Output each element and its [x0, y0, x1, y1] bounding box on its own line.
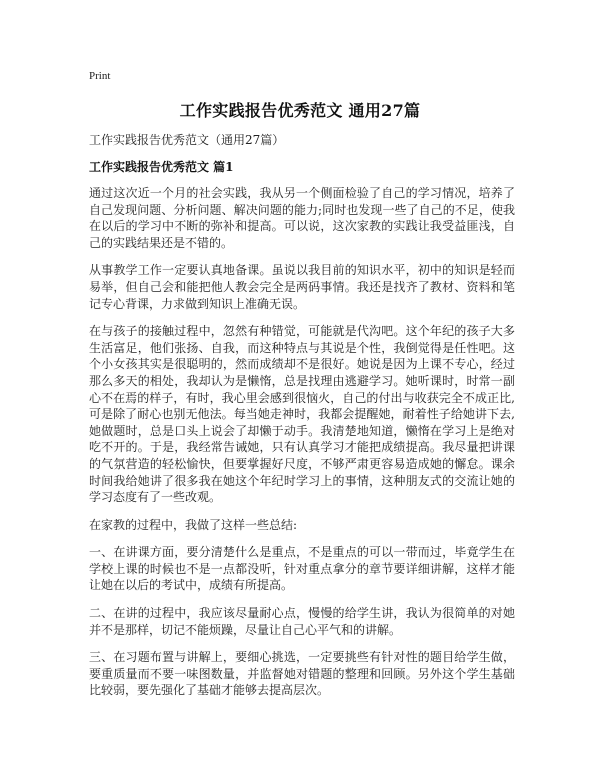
- paragraph-3: 在与孩子的接触过程中，忽然有种错觉，可能就是代沟吧。这个年纪的孩子大多生活富足，他们张扬、自我，而这种特点与其说是个性，我倒觉得是任性吧。这个小女孩其实是很聪明的，然而成绩却不是很好。她说是因为上课不专心，经过那么多天的相处，我却认为是懒惰，总是找理由逃避学习。她听课时，时常一副心不在焉的样子，有时，我心里会感到很恼火，自己的付出与收获完全不成正比,可是除了耐心也别无他法。每当她走神时，我都会提醒她，耐着性子给她讲下去,她做题时，总是口头上说会了却懒于动手。我清楚地知道，懒惰在学习上是绝对吃不开的。于是，我经常告诫她，只有认真学习才能把成绩提高。我尽量把讲课的气氛营造的轻松愉快，但要掌握好尺度，不够严肃更容易造成她的懈怠。课余时间我给她讲了很多我在她这个年纪时学习上的事情，这种朋友式的交流让她的学习态度有了一些改观。: [89, 324, 515, 505]
- article-body: [89, 185, 515, 710]
- document-subtitle: 工作实践报告优秀范文（通用27篇）: [89, 133, 285, 147]
- paragraph-6: 二、在讲的过程中，我应该尽量耐心点，慢慢的给学生讲，我认为很简单的对她并不是那样，切记不能烦躁，尽量让自己心平气和的讲解。: [89, 606, 515, 637]
- paragraph-4: 在家教的过程中，我做了这样一些总结:: [89, 517, 298, 532]
- paragraph-7: 三、在习题布置与讲解上，要细心挑选，一定要挑些有针对性的题目给学生做，要重质量而不要一味图数量，并监督她对错题的整理和回顾。另外这个学生基础比较弱，要先强化了基础才能够去提高层次。: [89, 650, 515, 698]
- paragraph-2: 从事教学工作一定要认真地备课。虽说以我目前的知识水平，初中的知识是轻而易举，但自己会和能把他人教会完全是两码事情。我还是找齐了教材、资料和笔记专心背课，力求做到知识上准确无误。: [89, 263, 515, 311]
- paragraph-1: 通过这次近一个月的社会实践，我从另一个侧面检验了自己的学习情况，培养了自己发现问题、分析问题、解决问题的能力;同时也发现一些了自己的不足，使我在以后的学习中不断的弥补和提高。可以说，这次家教的实践让我受益匪浅，自己的实践结果还是不错的。: [89, 186, 515, 250]
- print-link[interactable]: Print: [89, 70, 111, 82]
- document-title: 工作实践报告优秀范文 通用27篇: [179, 101, 421, 120]
- paragraph-5: 一、在讲课方面，要分清楚什么是重点，不是重点的可以一带而过，毕竟学生在学校上课的时候也不是一点都没听，针对重点拿分的章节要详细讲解，这样才能让她在以后的考试中，成绩有所提高。: [89, 545, 515, 593]
- section-heading: 工作实践报告优秀范文 篇1: [89, 160, 234, 174]
